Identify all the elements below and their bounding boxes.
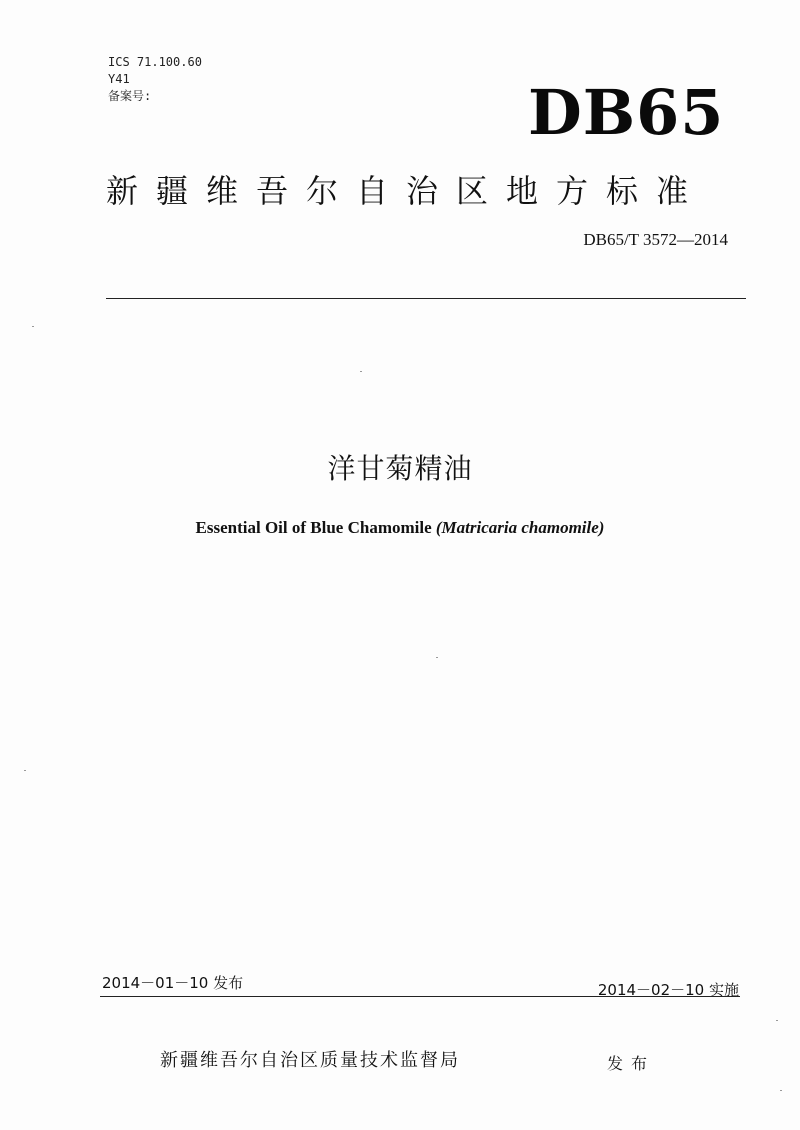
document-title-chinese: 洋甘菊精油 (327, 452, 473, 485)
scan-speck (776, 1020, 778, 1021)
ics-code: ICS 71.100.60 (108, 55, 202, 69)
standard-code-mark: DB65 (528, 76, 725, 149)
issue-date: 2014－01－10 发布 (102, 974, 244, 992)
standard-type-title: 新疆维吾尔自治区地方标准 (106, 172, 707, 210)
implementation-date: 2014－02－10 实施 (597, 981, 739, 999)
scan-speck (24, 770, 26, 771)
english-title-main: Essential Oil of Blue Chamomile (195, 518, 432, 537)
classification-block (108, 54, 202, 105)
scan-speck (360, 371, 362, 372)
filing-number-label: 备案号: (108, 89, 152, 103)
document-title-english (0, 518, 800, 538)
publish-label: 发布 (607, 1054, 656, 1073)
top-divider (106, 298, 746, 299)
english-title-latin: (Matricaria chamomile) (435, 518, 605, 537)
scan-speck (32, 326, 34, 327)
bottom-divider (100, 996, 740, 997)
standard-number: DB65/T 3572—2014 (583, 230, 728, 249)
category-code: Y41 (108, 72, 130, 86)
issuing-authority: 新疆维吾尔自治区质量技术监督局 (160, 1050, 460, 1071)
scan-speck (436, 657, 438, 658)
scan-speck (780, 1090, 782, 1091)
